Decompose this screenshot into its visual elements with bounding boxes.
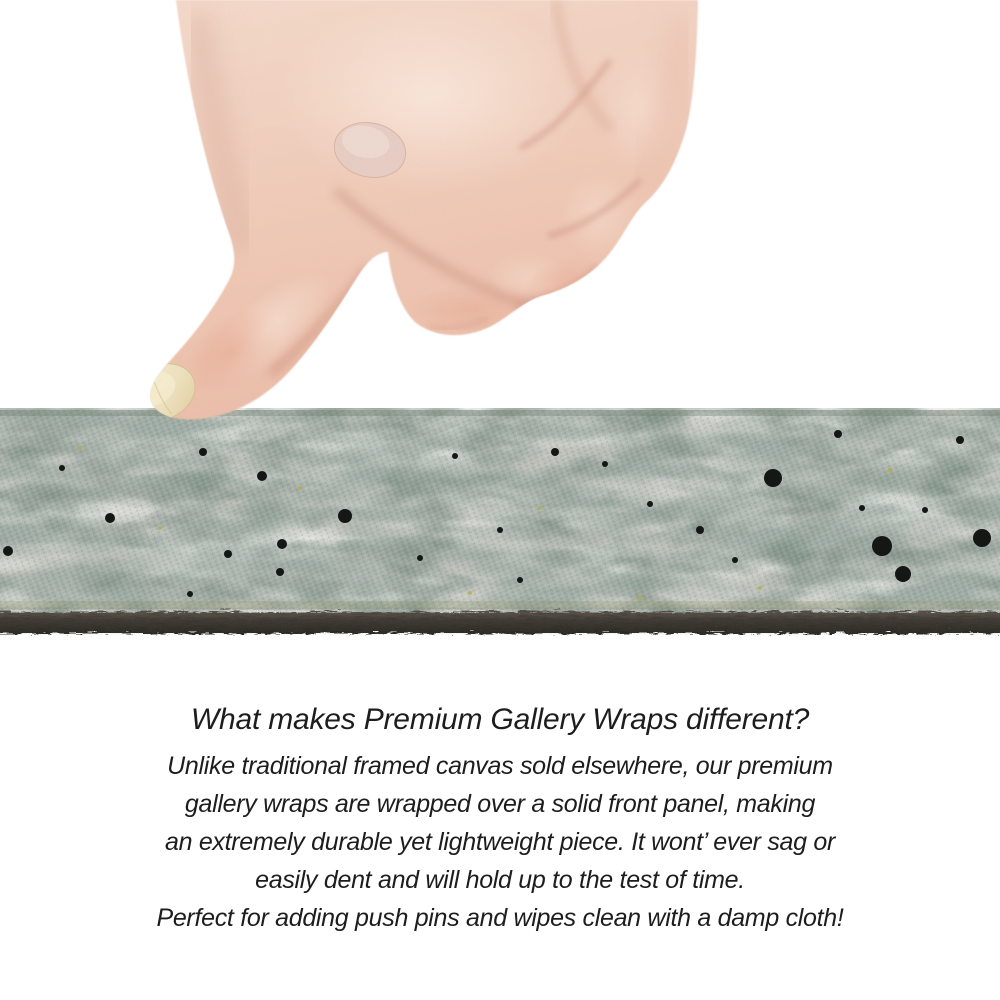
marketing-line-5: Perfect for adding push pins and wipes clean with a damp cloth! <box>156 904 844 932</box>
marketing-heading: What makes Premium Gallery Wraps different? <box>190 703 810 736</box>
marketing-line-2: gallery wraps are wrapped over a solid front panel, making <box>184 790 816 818</box>
canvas-olive-tint <box>0 601 1000 609</box>
marketing-line-4: easily dent and will hold up to the test of time. <box>255 866 745 894</box>
marketing-line-1: Unlike traditional framed canvas sold elsewhere, our premium <box>167 752 833 780</box>
canvas-grain <box>0 410 1000 610</box>
panel-bottom-edge <box>0 610 1000 632</box>
skin-texture <box>120 0 740 440</box>
canvas-face <box>0 410 1000 610</box>
marketing-copy <box>0 703 1000 937</box>
canvas-strip-photo <box>0 408 1000 648</box>
marketing-line-3: an extremely durable yet lightweight piece. It wont’ ever sag or <box>164 828 836 856</box>
hand-photo <box>0 0 1000 440</box>
